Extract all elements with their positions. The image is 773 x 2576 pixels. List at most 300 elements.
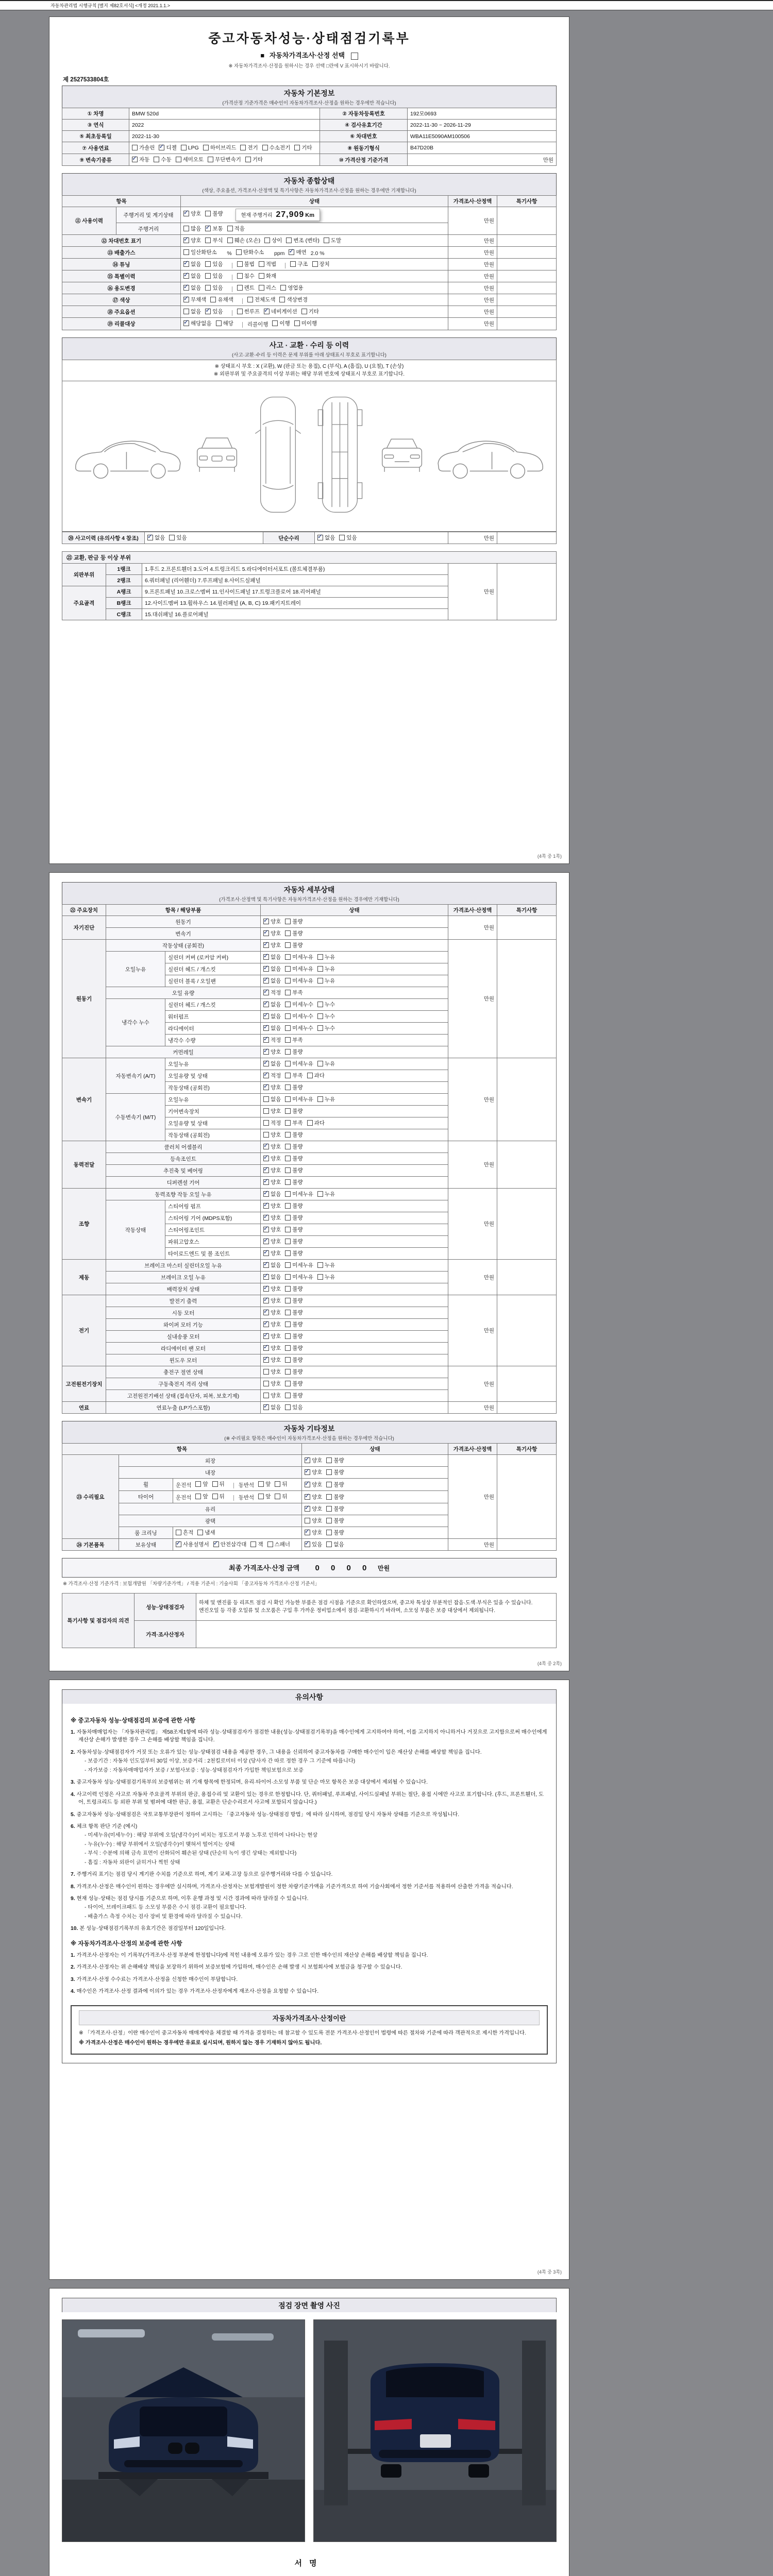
divider xyxy=(242,298,243,304)
checkbox[interactable]: 미세누유 xyxy=(285,953,313,961)
checkbox[interactable]: ✓ 디젤 xyxy=(159,144,176,151)
inspection-photos xyxy=(62,2319,557,2542)
value-cell xyxy=(497,306,557,318)
value-cell: 오일유량 및 상태 xyxy=(165,1070,261,1082)
checkbox[interactable]: ✓ 없음 xyxy=(317,534,335,541)
checkbox[interactable]: 해당 xyxy=(216,319,233,327)
checkbox[interactable]: 많음 xyxy=(183,225,201,232)
checkbox[interactable]: 누수 xyxy=(317,1024,335,1032)
label-cell: ⑦ 사용연료 xyxy=(62,142,129,154)
label-cell: 상태 xyxy=(302,1444,448,1455)
checkbox[interactable]: 기타 xyxy=(294,144,312,151)
value-cell: 휠 xyxy=(119,1479,173,1491)
value-cell: 12.사이드멤버 13.휠하우스 14.필러패널 (A, B, C) 19.패키지트레이 xyxy=(142,598,448,609)
value-cell xyxy=(261,1236,448,1248)
checkbox[interactable]: ✓ 양호 xyxy=(263,1320,281,1328)
note-subitem: - 배출가스 측정 수치는 검사 장비 및 환경에 따라 달라질 수 있습니다. xyxy=(85,1913,243,1920)
checkbox[interactable]: 불량 xyxy=(285,1332,303,1340)
checkbox[interactable]: 누유 xyxy=(317,953,335,961)
checkbox[interactable]: 불량 xyxy=(285,1392,303,1399)
checkbox[interactable]: 누유 xyxy=(317,1273,335,1281)
form-reference-bar xyxy=(0,0,773,10)
checkbox[interactable]: 과다 xyxy=(307,1072,325,1079)
checkbox[interactable]: 불량 xyxy=(285,1166,303,1174)
checkbox[interactable]: 누수 xyxy=(317,1001,335,1008)
checkbox[interactable]: 뒤 xyxy=(275,1493,287,1500)
checkbox[interactable]: 불량 xyxy=(285,1083,303,1091)
checkbox[interactable]: ✓ 없음 xyxy=(263,977,281,985)
value-cell xyxy=(497,1455,557,1539)
value-cell: 디퍼렌셜 기어 xyxy=(106,1177,261,1189)
checkbox[interactable]: 누유 xyxy=(317,1095,335,1103)
checkbox[interactable]: 양호 xyxy=(263,1380,281,1387)
checkbox[interactable]: 불량 xyxy=(285,1249,303,1257)
checkbox[interactable]: 렌트 xyxy=(237,284,255,292)
value-cell: 오일 유량 xyxy=(106,987,261,999)
checkbox[interactable]: ✓ 양호 xyxy=(263,1309,281,1316)
checkbox[interactable]: ✓ 적정 xyxy=(263,1072,281,1079)
checkbox[interactable]: 화재 xyxy=(259,272,276,280)
value-cell xyxy=(497,916,557,940)
checkbox[interactable]: 부족 xyxy=(285,1036,303,1044)
checkbox[interactable]: ✓ 양호 xyxy=(263,1356,281,1364)
checkbox[interactable]: ✓ 없음 xyxy=(263,953,281,961)
checkbox[interactable]: 도말 xyxy=(324,236,341,244)
checkbox[interactable]: 불량 xyxy=(205,210,223,217)
checkbox[interactable]: 불량 xyxy=(326,1481,344,1488)
detail-condition-table xyxy=(62,904,557,1414)
final-price-unit: 만원 xyxy=(377,1565,390,1572)
checkbox[interactable]: 누유 xyxy=(317,1261,335,1269)
checkbox[interactable]: 부족 xyxy=(285,989,303,996)
checkbox[interactable]: 미세누유 xyxy=(285,1261,313,1269)
label-cell: C랭크 xyxy=(106,609,142,620)
checkbox[interactable]: 있음 xyxy=(169,534,187,541)
value-cell xyxy=(129,154,320,166)
checkbox[interactable]: 불량 xyxy=(326,1505,344,1513)
label-cell: ⑩ 가격산정 기준가격 xyxy=(320,154,408,166)
value-cell: 타이어 xyxy=(119,1491,173,1503)
checkbox[interactable]: 탄화수소 xyxy=(236,248,264,256)
value-cell xyxy=(173,1539,302,1551)
checkbox[interactable]: 누유 xyxy=(317,977,335,985)
checkbox[interactable]: 구조 xyxy=(290,260,308,268)
checkbox[interactable]: ✓ 없음 xyxy=(183,284,201,292)
value-cell: 유리 xyxy=(119,1503,302,1515)
checkbox[interactable]: 불량 xyxy=(285,1214,303,1222)
value-cell: 192모0693 xyxy=(408,108,557,120)
value-cell: 워터펌프 xyxy=(165,1011,261,1023)
value-cell xyxy=(497,1402,557,1414)
table-row xyxy=(62,120,557,131)
checkbox[interactable]: 불량 xyxy=(285,1048,303,1056)
table-row xyxy=(62,259,557,270)
value-cell: 브레이크 오일 누유 xyxy=(106,1272,261,1283)
table-row xyxy=(62,1444,557,1455)
label-cell: ㉒ 주요장치 xyxy=(62,905,106,916)
checkbox[interactable]: ✓ 양호 xyxy=(305,1481,322,1488)
value-cell: 냉각수 누수 xyxy=(106,999,165,1046)
value-cell: 작동상태 xyxy=(106,1200,165,1260)
checkbox[interactable]: 불량 xyxy=(326,1456,344,1464)
value-cell xyxy=(315,532,448,544)
checkbox[interactable]: 부식 xyxy=(205,236,223,244)
checkbox[interactable]: 부족 xyxy=(285,1119,303,1127)
value-cell: 내장 xyxy=(119,1467,302,1479)
checkbox[interactable]: ✓ 양호 xyxy=(263,1143,281,1150)
checkbox[interactable]: 앞 xyxy=(195,1480,208,1488)
checkbox[interactable]: 누수 xyxy=(317,1012,335,1020)
checkbox[interactable]: ✓ 양호 xyxy=(305,1505,322,1513)
checkbox[interactable]: ✓ 자동 xyxy=(132,156,149,163)
checkbox[interactable]: 불량 xyxy=(285,941,303,949)
checkbox[interactable]: 불량 xyxy=(285,1226,303,1233)
checkbox[interactable]: 미세누수 xyxy=(285,1001,313,1008)
car-rear-diagram xyxy=(372,427,431,486)
value-cell: 냉각수 수량 xyxy=(165,1035,261,1046)
checkbox[interactable]: ✓ 양호 xyxy=(305,1529,322,1536)
checkbox[interactable]: LPG xyxy=(181,145,199,151)
checkbox[interactable]: 불량 xyxy=(326,1517,344,1524)
checkbox[interactable]: 하이브리드 xyxy=(203,144,237,151)
car-side-left-diagram xyxy=(68,425,186,487)
checkbox[interactable]: 없음 xyxy=(326,1540,344,1548)
checkbox[interactable]: 누유 xyxy=(317,965,335,973)
checkbox[interactable]: 불량 xyxy=(285,1202,303,1210)
checkbox[interactable]: ✓ 양호 xyxy=(263,1048,281,1056)
value-cell xyxy=(261,975,448,987)
section-overall-title: 자동차 종합상태 xyxy=(283,177,335,185)
value-cell xyxy=(261,963,448,975)
label-cell: ④ 검사유효기간 xyxy=(320,120,408,131)
checkbox[interactable]: 있음 xyxy=(205,284,223,292)
checkbox[interactable]: ✓ 양호 xyxy=(263,1238,281,1245)
table-row xyxy=(62,532,557,544)
checkbox[interactable]: 부족 xyxy=(285,1072,303,1079)
value-cell: 실린더 블록 / 오일팬 xyxy=(165,975,261,987)
note-item: 8. 가격조사·산정은 매수인이 원하는 경우에만 실시하며, 가격조사·산정자는 보험개발원이 정한 차량기준가액을 기준가격으로 하여 기술사회에서 정한 기준서를 적용하여 산출한 가격을 적습니다. xyxy=(71,1884,513,1890)
checkbox[interactable]: ✓ 양호 xyxy=(305,1493,322,1501)
checkbox[interactable]: ✓ 없음 xyxy=(263,965,281,973)
checkbox[interactable]: 뒤 xyxy=(212,1493,225,1500)
checkbox[interactable]: ✓ 있음 xyxy=(205,308,223,315)
checkbox[interactable]: ✓ 없음 xyxy=(183,260,201,268)
checkbox[interactable]: 영업용 xyxy=(280,284,303,292)
checkbox[interactable]: 미세누유 xyxy=(285,1273,313,1281)
value-cell: 만원 xyxy=(448,235,497,247)
inline-text: 동반석 xyxy=(238,1495,255,1501)
value-cell: 만원 xyxy=(448,318,497,330)
value-cell: 만원 xyxy=(448,207,497,235)
checkbox[interactable]: ✓ 양호 xyxy=(183,210,201,217)
value-cell: 실린더 커버 (로커암 커버) xyxy=(165,952,261,963)
checkbox[interactable]: 침수 xyxy=(237,272,255,280)
value-cell: 만원 xyxy=(448,282,497,294)
checkbox[interactable]: 있음 xyxy=(339,534,357,541)
checkbox[interactable]: 적정 xyxy=(263,1119,281,1127)
checkbox[interactable]: 수동 xyxy=(154,156,171,163)
table-row xyxy=(62,294,557,306)
checkbox[interactable]: ✓ 양호 xyxy=(305,1468,322,1476)
checkbox[interactable]: 불량 xyxy=(285,1380,303,1387)
checkbox[interactable]: 이행 xyxy=(272,319,290,327)
checkbox[interactable]: ✓ 없음 xyxy=(263,1024,281,1032)
value-cell xyxy=(497,294,557,306)
checkbox[interactable]: ✓ 양호 xyxy=(263,918,281,925)
checkbox[interactable]: 미세누유 xyxy=(285,1060,313,1067)
value-cell: 와이퍼 모터 기능 xyxy=(106,1319,261,1331)
checkbox[interactable]: 미세누유 xyxy=(285,1095,313,1103)
checkbox[interactable]: ✓ 양호 xyxy=(263,1332,281,1340)
value-cell xyxy=(497,532,557,544)
checkbox[interactable]: ✓ 없음 xyxy=(263,1190,281,1198)
checkbox[interactable]: 있음 xyxy=(285,1403,303,1411)
value-cell xyxy=(261,1272,448,1283)
note-subitem: - 흠집 : 자동차 외판이 긁히거나 찍힌 상태 xyxy=(85,1859,180,1866)
checkbox[interactable]: 양호 xyxy=(305,1517,322,1524)
checkbox[interactable]: 불량 xyxy=(285,1344,303,1352)
checkbox[interactable]: ✓ 적정 xyxy=(263,1036,281,1044)
odometer-value: 27,909 xyxy=(276,210,305,219)
checkbox[interactable]: 미세누유 xyxy=(285,1190,313,1198)
value-cell: 오일유량 및 상태 xyxy=(165,1117,261,1129)
checkbox[interactable]: 전기 xyxy=(240,144,258,151)
value-cell xyxy=(261,1200,448,1212)
checkbox[interactable]: 적법 xyxy=(259,260,276,268)
value-cell: 오일누유 xyxy=(165,1058,261,1070)
checkbox[interactable]: 앞 xyxy=(258,1480,271,1488)
table-row xyxy=(62,905,557,916)
page-1 xyxy=(49,16,569,864)
checkbox[interactable]: 미세누유 xyxy=(285,977,313,985)
checkbox[interactable]: 무단변속기 xyxy=(208,156,241,163)
checkbox[interactable]: 색상변경 xyxy=(279,296,308,303)
value-cell xyxy=(261,1283,448,1295)
value-cell xyxy=(497,247,557,259)
value-cell: 외장 xyxy=(119,1455,302,1467)
checkbox[interactable]: 불량 xyxy=(285,1131,303,1139)
checkbox[interactable]: 불량 xyxy=(285,929,303,937)
note-item: 3. 중고자동차 성능·상태점검기록부의 보증범위는 위 기재 항목에 한정되며, 유리·타이어·소모성 부품 및 단순 마모 항목은 보증 대상에서 제외될 수 있습니다. xyxy=(71,1780,428,1786)
checkbox[interactable]: 가솔린 xyxy=(132,144,155,151)
checkbox[interactable]: ✓ 양호 xyxy=(263,1083,281,1091)
value-cell: 작동상태 (공회전) xyxy=(165,1129,261,1141)
notes-section1-heading: ※ 중고자동차 성능·상태점검의 보증에 관한 사항 xyxy=(71,1718,196,1724)
checkbox[interactable]: 누유 xyxy=(317,1060,335,1067)
value-cell: 배력장치 상태 xyxy=(106,1283,261,1295)
checkbox[interactable]: 미세누수 xyxy=(285,1012,313,1020)
checkbox[interactable]: 불법 xyxy=(237,260,255,268)
checkbox[interactable]: 잭 xyxy=(250,1540,263,1548)
overall-condition-table xyxy=(62,195,557,330)
checkbox[interactable]: 기타 xyxy=(301,308,319,315)
checkbox[interactable]: 뒤 xyxy=(275,1480,287,1488)
checkbox[interactable]: ✓ 없음 xyxy=(183,272,201,280)
checkbox[interactable]: 불량 xyxy=(285,1107,303,1115)
checkbox[interactable]: 불량 xyxy=(285,918,303,925)
checkbox[interactable]: 없음 xyxy=(263,1095,281,1103)
checkbox[interactable]: ✓ 양호 xyxy=(305,1456,322,1464)
value-cell xyxy=(261,1319,448,1331)
label-cell: 1랭크 xyxy=(106,564,142,575)
checkbox[interactable]: 불량 xyxy=(285,1155,303,1162)
checkbox[interactable]: ✓ 없음 xyxy=(263,1012,281,1020)
checkbox[interactable]: 뒤 xyxy=(212,1480,225,1488)
checkbox[interactable]: 불량 xyxy=(285,1320,303,1328)
other-info-body xyxy=(62,1444,557,1551)
document-title: 중고자동차성능·상태점검기록부 xyxy=(208,31,410,46)
note-subitem: - 누유(누수) : 해당 부위에서 오일(냉각수)이 맺혀서 떨어지는 상태 xyxy=(85,1841,235,1848)
value-cell: 파워고압호스 xyxy=(165,1236,261,1248)
checkbox[interactable]: 양호 xyxy=(263,1368,281,1376)
checkbox[interactable]: 썬루프 xyxy=(237,308,260,315)
value-cell xyxy=(261,1117,448,1129)
inline-text: 동반석 xyxy=(238,1482,255,1488)
note-item: 9. 현재 성능·상태는 점검 당시를 기준으로 하며, 이후 운행 과정 및 시간 경과에 따라 달라질 수 있습니다. - 타이어, 브레이크패드 등 소모성 부품은 수시 점검·교환이 필요합니다. - 배출가스 측정 수치는 검사 장비 및 환경에 따라 달라질 수 있습니다. xyxy=(71,1895,548,1921)
checkbox[interactable]: ✓ 네비게이션 xyxy=(264,308,297,315)
checkbox[interactable]: 미이행 xyxy=(294,319,317,327)
checkbox[interactable]: ✓ 양호 xyxy=(263,1155,281,1162)
other-info-table xyxy=(62,1443,557,1551)
section-overall-header xyxy=(62,173,557,195)
label-cell: ⑮ 특별이력 xyxy=(62,270,181,282)
section-basic-header xyxy=(62,86,557,108)
checkbox[interactable]: ✓ 해당없음 xyxy=(183,319,212,327)
label-cell: 조향 xyxy=(62,1189,106,1260)
checkbox[interactable]: 불량 xyxy=(285,1297,303,1304)
checkbox[interactable]: 과다 xyxy=(307,1119,325,1127)
checkbox[interactable]: 변조 (변타) xyxy=(286,236,319,244)
page-footer: (4쪽 중 1쪽) xyxy=(537,854,562,859)
price-definition-line2: ※ 가격조사·산정은 매수인이 원하는 경우에만 유료로 실시되며, 원하지 않는 경우 기재하지 않아도 됩니다. xyxy=(79,2040,322,2046)
checkbox[interactable]: ✓ 양호 xyxy=(263,1202,281,1210)
table-row xyxy=(62,142,557,154)
checkbox[interactable]: ✓ 없음 xyxy=(263,1001,281,1008)
checkbox[interactable]: ✓ 양호 xyxy=(263,929,281,937)
inline-text: ppm xyxy=(268,250,285,257)
checkbox[interactable]: 불량 xyxy=(285,1238,303,1245)
checkbox[interactable]: 장치 xyxy=(312,260,330,268)
checkbox[interactable]: 훼손 (오손) xyxy=(227,236,260,244)
checkbox[interactable]: 있음 xyxy=(205,272,223,280)
checkbox[interactable]: 리스 xyxy=(259,284,276,292)
checkbox[interactable]: ✓ 없음 xyxy=(263,1403,281,1411)
checkbox[interactable]: 불량 xyxy=(326,1493,344,1501)
checkbox[interactable]: ✓ 안전삼각대 xyxy=(213,1540,247,1548)
checkbox[interactable]: ✓ 없음 xyxy=(263,1273,281,1281)
checkbox[interactable]: 양호 xyxy=(263,1392,281,1399)
checkbox[interactable]: 불량 xyxy=(285,1356,303,1364)
checkbox[interactable]: ✓ 사용설명서 xyxy=(176,1540,209,1548)
checkbox[interactable]: 불량 xyxy=(285,1285,303,1293)
label-cell: 가격조사·산정액 xyxy=(448,1444,497,1455)
table-row xyxy=(62,131,557,142)
checkbox[interactable]: ✓ 있음 xyxy=(305,1540,322,1548)
checkbox[interactable]: 불량 xyxy=(285,1368,303,1376)
checkbox[interactable]: ✓ 양호 xyxy=(263,941,281,949)
value-cell: 수동변속기 (M/T) xyxy=(106,1094,165,1141)
inspector-opinion-table xyxy=(62,1593,557,1648)
page-4 xyxy=(49,2288,569,2576)
checkbox[interactable]: ✓ 양호 xyxy=(263,1226,281,1233)
checkbox[interactable]: 냄새 xyxy=(197,1529,215,1536)
checkbox[interactable]: ✓ 매연 xyxy=(289,248,306,256)
checkbox[interactable]: 일산화탄소 xyxy=(183,248,217,256)
checkbox[interactable]: 수소전기 xyxy=(262,144,291,151)
checkbox[interactable]: 스패너 xyxy=(267,1540,290,1548)
inspection-photo-front xyxy=(62,2319,305,2542)
checkbox[interactable]: 적음 xyxy=(227,225,245,232)
checkbox[interactable]: 없음 xyxy=(183,308,201,315)
price-select-checkbox[interactable] xyxy=(351,53,358,60)
value-cell: 만원 xyxy=(448,1539,497,1551)
checkbox[interactable]: ✓ 양호 xyxy=(263,1178,281,1186)
label-cell: 고전원전기장치 xyxy=(62,1366,106,1402)
checkbox[interactable]: ✓ 양호 xyxy=(263,1285,281,1293)
label-cell: 특기사항 xyxy=(497,196,557,207)
label-cell: 항목 xyxy=(62,196,181,207)
checkbox[interactable]: ✓ 무채색 xyxy=(183,296,206,303)
checkbox[interactable]: 불량 xyxy=(285,1178,303,1186)
checkbox[interactable]: 누유 xyxy=(317,1190,335,1198)
checkbox[interactable]: 양호 xyxy=(263,1107,281,1115)
checkbox[interactable]: 있음 xyxy=(205,260,223,268)
checkbox[interactable]: 흔적 xyxy=(176,1529,193,1536)
value-cell xyxy=(261,1224,448,1236)
value-cell: 2022-11-30 xyxy=(129,131,320,142)
checkbox[interactable]: 불량 xyxy=(285,1143,303,1150)
checkbox[interactable]: ✓ 양호 xyxy=(183,236,201,244)
label-cell: 단순수리 xyxy=(263,532,315,544)
inline-text: 2.0 % xyxy=(310,250,325,257)
checkbox[interactable]: ✓ 적정 xyxy=(263,989,281,996)
table-row xyxy=(62,108,557,120)
checkbox[interactable]: 불량 xyxy=(326,1529,344,1536)
checkbox[interactable]: ✓ 없음 xyxy=(263,1261,281,1269)
label-cell: A랭크 xyxy=(106,586,142,598)
section-basic-title: 자동차 기본정보 xyxy=(283,89,335,97)
checkbox[interactable]: 앞 xyxy=(258,1493,271,1500)
checkbox[interactable]: ✓ 양호 xyxy=(263,1249,281,1257)
note-item: 3. 가격조사·산정 수수료는 가격조사·산정을 신청한 매수인이 부담합니다. xyxy=(71,1976,238,1982)
checkbox[interactable]: ✓ 없음 xyxy=(263,1060,281,1067)
note-item: 4. 매수인은 가격조사·산정 결과에 이의가 있는 경우 가격조사·산정자에게 재조사·산정을 요청할 수 있습니다. xyxy=(71,1989,319,1995)
checkbox[interactable]: 미세누유 xyxy=(285,965,313,973)
checkbox[interactable]: ✓ 없음 xyxy=(147,534,165,541)
checkbox[interactable]: ✓ 보통 xyxy=(205,225,223,232)
checkbox[interactable]: ✓ 양호 xyxy=(263,1214,281,1222)
checkbox[interactable]: 양호 xyxy=(263,1131,281,1139)
checkbox[interactable]: 불량 xyxy=(285,1309,303,1316)
value-cell xyxy=(261,1046,448,1058)
checkbox[interactable]: 전체도색 xyxy=(247,296,276,303)
label-cell: ⑧ 원동기형식 xyxy=(320,142,408,154)
checkbox[interactable]: 상이 xyxy=(264,236,282,244)
checkbox[interactable]: 미세누수 xyxy=(285,1024,313,1032)
checkbox[interactable]: 세미오토 xyxy=(176,156,204,163)
value-cell: 타이로드엔드 및 볼 조인트 xyxy=(165,1248,261,1260)
checkbox[interactable]: ✓ 양호 xyxy=(263,1166,281,1174)
checkbox[interactable]: 기타 xyxy=(245,156,263,163)
value-cell: 만원 xyxy=(448,259,497,270)
checkbox[interactable]: 불량 xyxy=(326,1468,344,1476)
value-cell xyxy=(497,207,557,235)
checkbox[interactable]: ✓ 양호 xyxy=(263,1297,281,1304)
checkbox[interactable]: ✓ 양호 xyxy=(263,1344,281,1352)
value-cell: BMW 520d xyxy=(129,108,320,120)
checkbox[interactable]: 유채색 xyxy=(210,296,233,303)
checkbox[interactable]: 앞 xyxy=(195,1493,208,1500)
